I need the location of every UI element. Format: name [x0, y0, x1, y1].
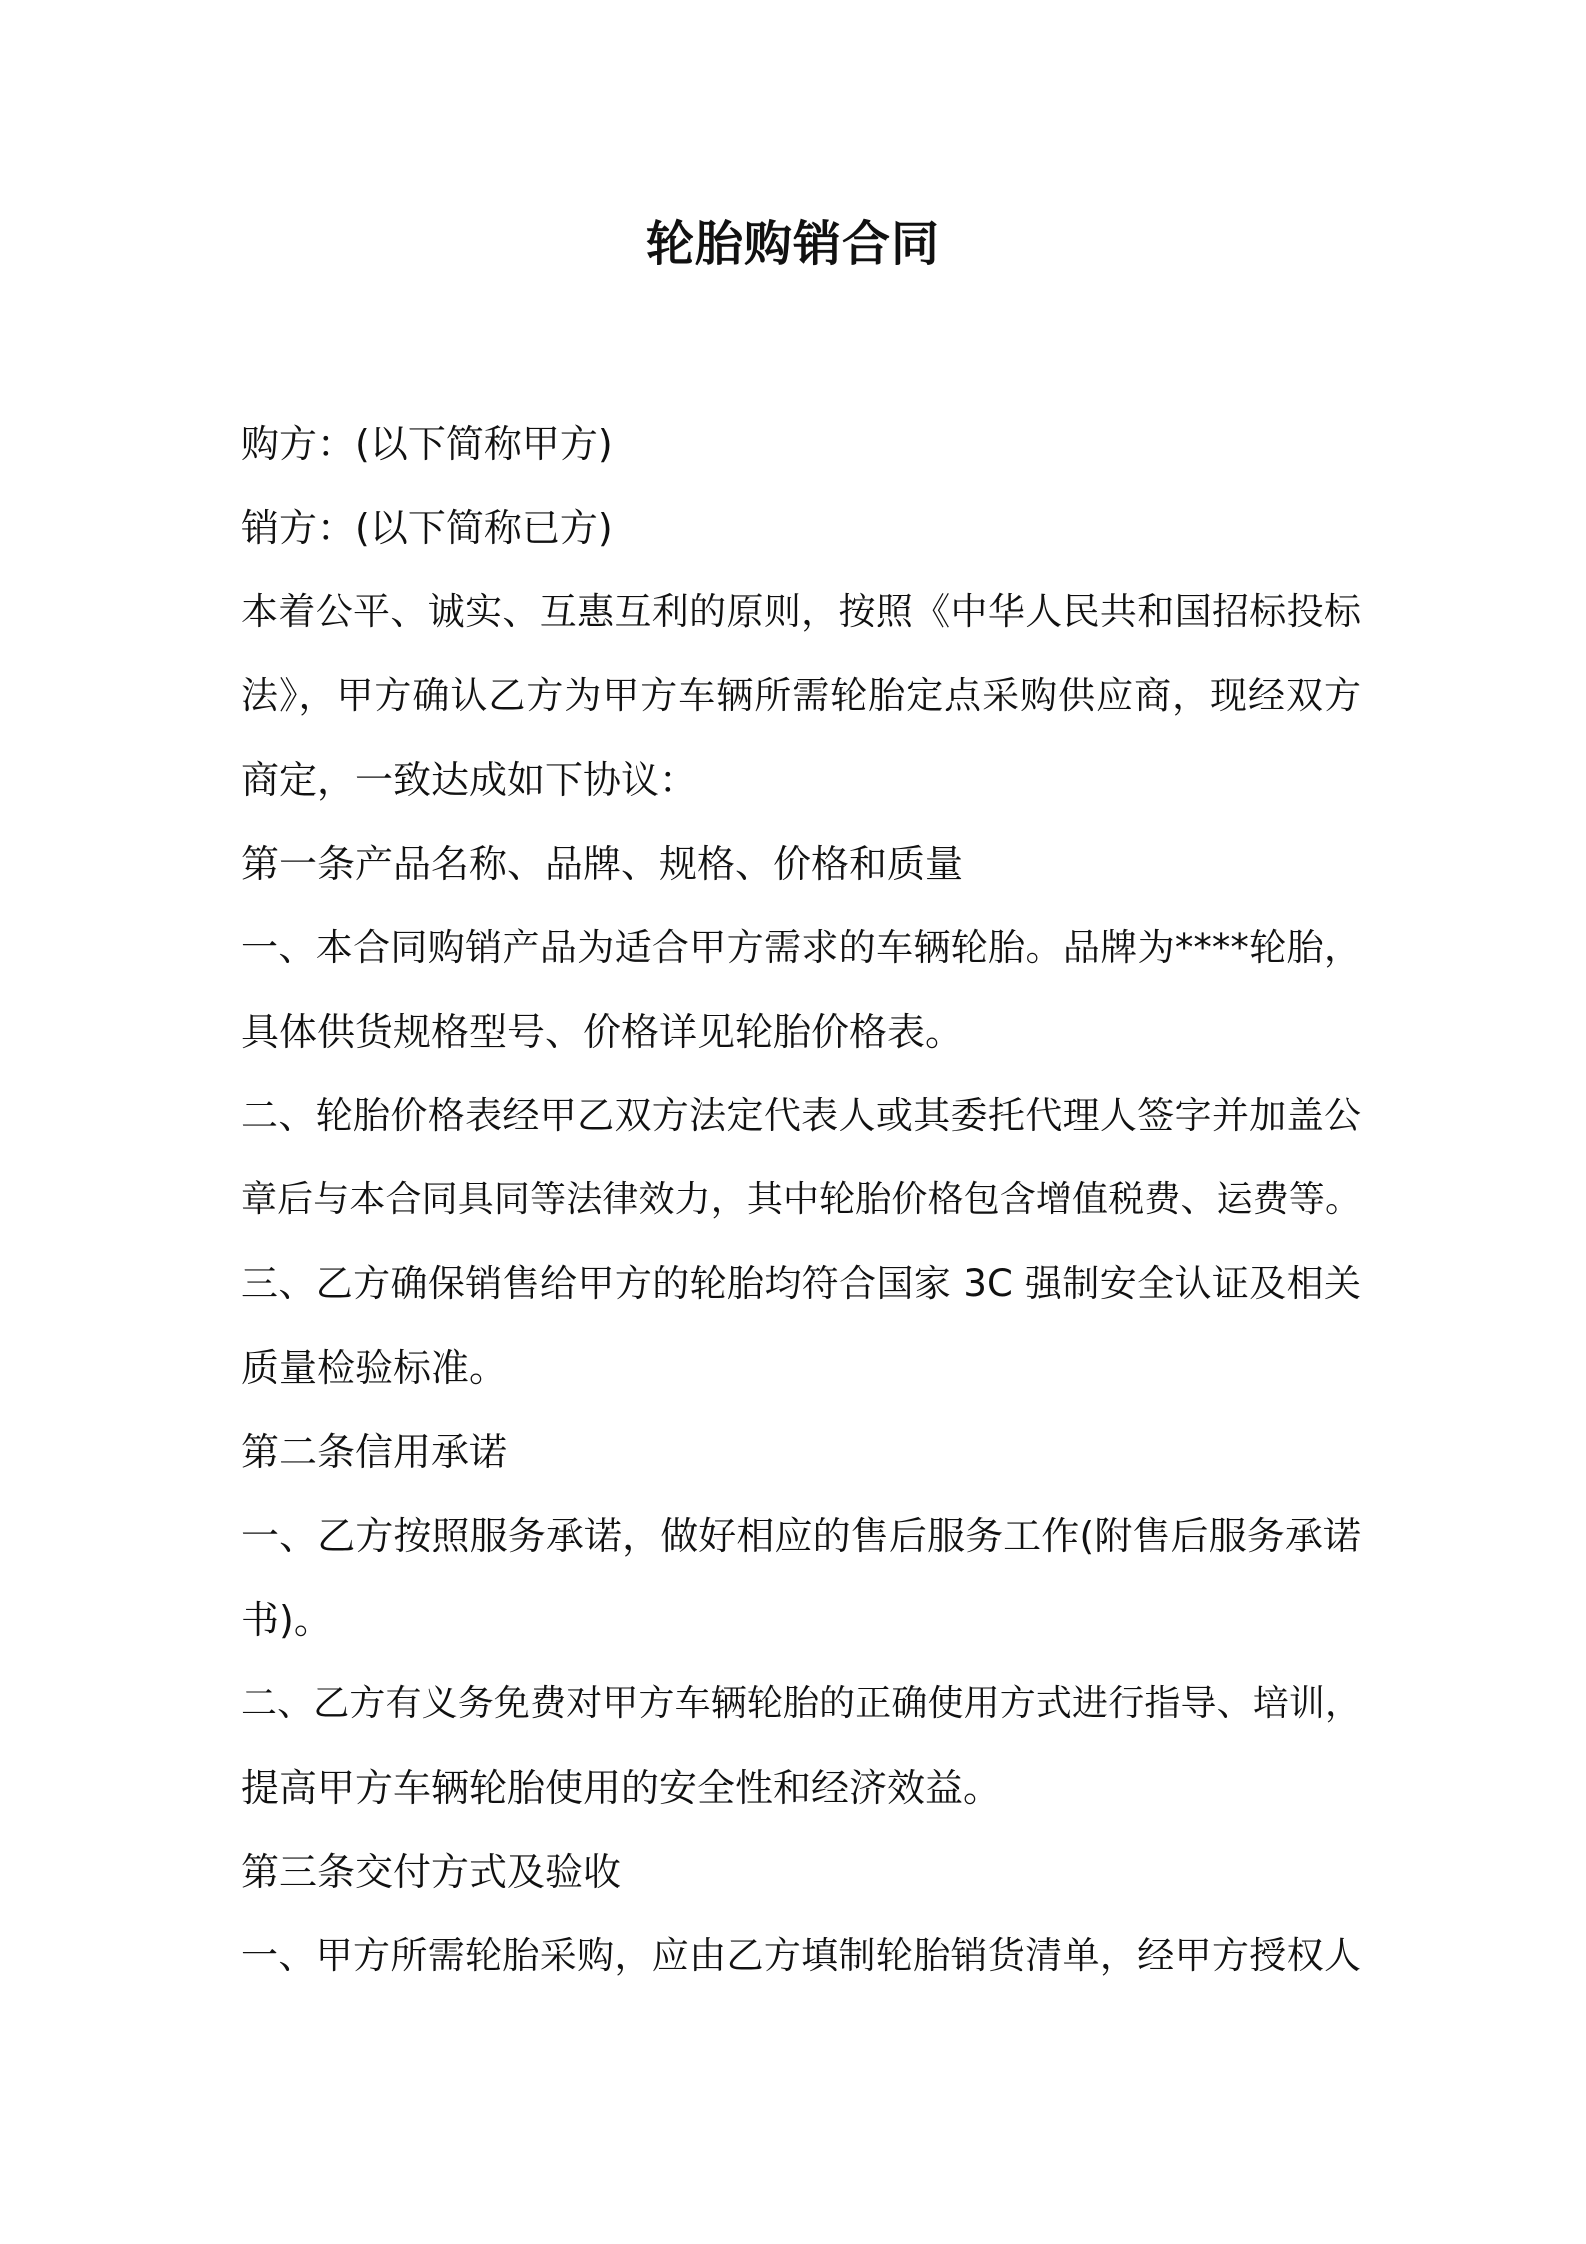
text-line: 第二条信用承诺 — [241, 1430, 508, 1474]
text-line: 书)。 — [241, 1598, 332, 1642]
text-line: 具体供货规格型号、价格详见轮胎价格表。 — [241, 1010, 964, 1054]
text-line: 提高甲方车辆轮胎使用的安全性和经济效益。 — [241, 1766, 1002, 1810]
text-line: 二、乙方有义务免费对甲方车辆轮胎的正确使用方式进行指导、培训， — [241, 1683, 1361, 1724]
text-line: 购方：(以下简称甲方) — [241, 422, 613, 466]
text-line: 一、乙方按照服务承诺，做好相应的售后服务工作(附售后服务承诺 — [241, 1514, 1361, 1558]
text-line: 商定，一致达成如下协议： — [241, 758, 698, 802]
text-line: 销方：(以下简称已方) — [241, 506, 613, 550]
text-line: 章后与本合同具同等法律效力，其中轮胎价格包含增值税费、运费等。 — [241, 1179, 1361, 1220]
text-line: 三、乙方确保销售给甲方的轮胎均符合国家 3C 强制安全认证及相关 — [241, 1262, 1361, 1305]
text-line: 二、轮胎价格表经甲乙双方法定代表人或其委托代理人签字并加盖公 — [241, 1094, 1361, 1137]
text-line: 一、本合同购销产品为适合甲方需求的车辆轮胎。品牌为****轮胎， — [241, 926, 1361, 969]
text-line: 第一条产品名称、品牌、规格、价格和质量 — [241, 842, 964, 886]
text-line: 质量检验标准。 — [241, 1346, 508, 1390]
text-line: 本着公平、诚实、互惠互利的原则，按照《中华人民共和国招标投标 — [241, 590, 1361, 633]
document-title: 轮胎购销合同 — [645, 216, 940, 272]
text-line: 第三条交付方式及验收 — [241, 1850, 622, 1894]
document-body — [241, 402, 1361, 1998]
text-line: 一、甲方所需轮胎采购，应由乙方填制轮胎销货清单，经甲方授权人 — [241, 1934, 1361, 1977]
text-line: 法》，甲方确认乙方为甲方车辆所需轮胎定点采购供应商，现经双方 — [241, 674, 1361, 717]
